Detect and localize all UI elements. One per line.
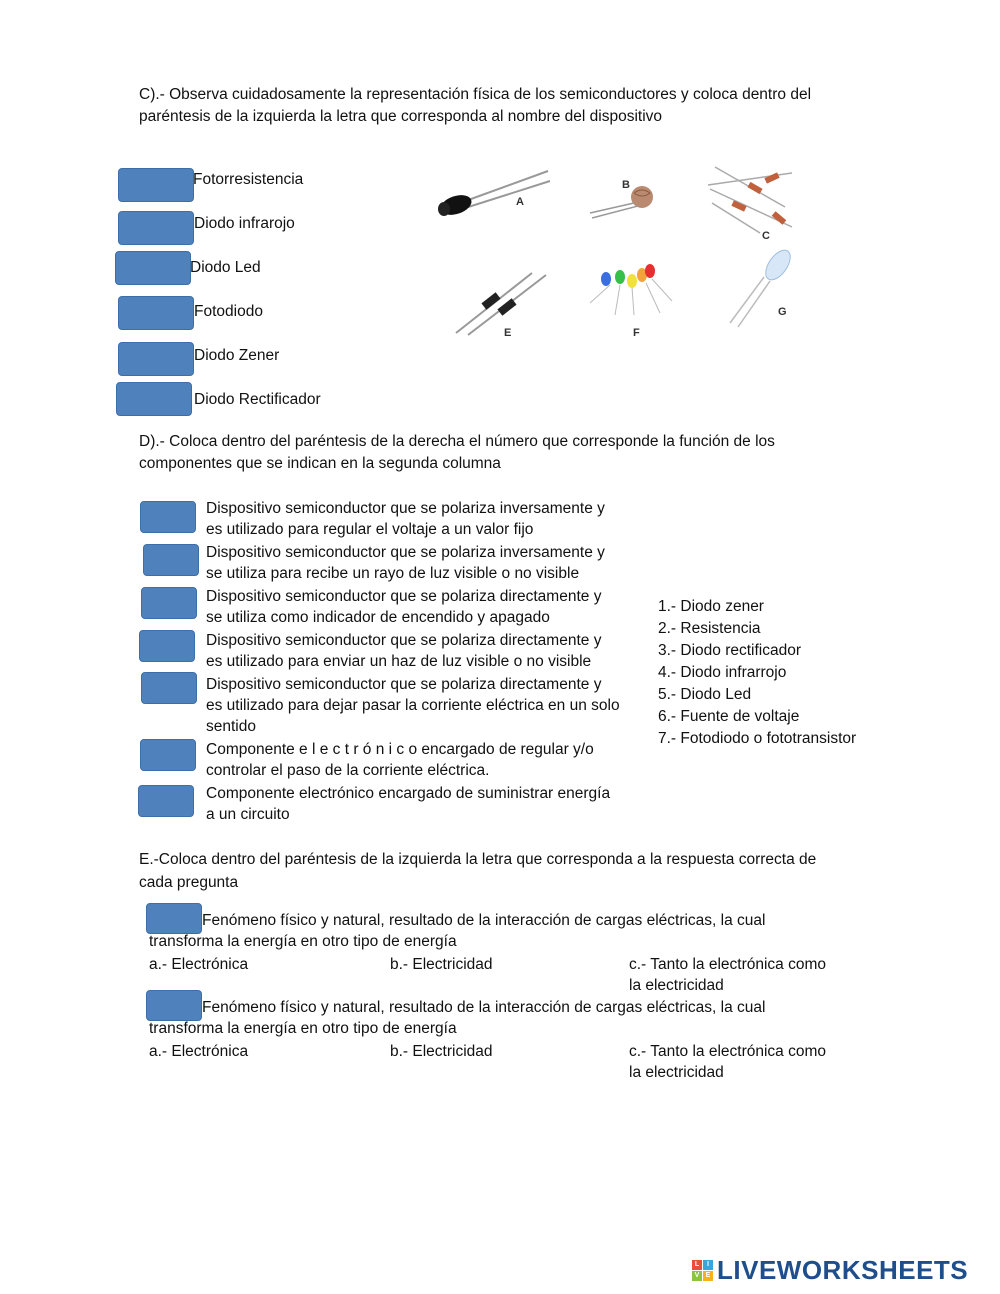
logo-text: LIVEWORKSHEETS <box>717 1255 969 1285</box>
question-2-line2: transforma la energía en otro tipo de energía <box>149 1020 457 1037</box>
description-5-line2: es utilizado para dejar pasar la corriente eléctrica en un solo <box>206 697 620 714</box>
description-3-line1: Dispositivo semiconductor que se polariza directamente y <box>206 588 602 605</box>
section-d-instruction-line2: componentes que se indican en la segunda columna <box>139 455 501 472</box>
answer-box-d1[interactable] <box>140 501 196 533</box>
section-e-instruction-line1: E.-Coloca dentro del paréntesis de la izquierda la letra que corresponda a la respuesta correcta de <box>139 851 817 868</box>
section-d-instruction-line1: D).- Coloca dentro del paréntesis de la derecha el número que corresponde la función de los <box>139 433 775 450</box>
answer-box-c4[interactable] <box>118 296 194 330</box>
answer-box-c6[interactable] <box>116 382 192 416</box>
answer-box-c5[interactable] <box>118 342 194 376</box>
description-7-line1: Componente electrónico encargado de suministrar energía <box>206 785 611 802</box>
question-2-option-a: a.- Electrónica <box>149 1043 249 1060</box>
image-f-color-leds <box>590 264 672 315</box>
answer-box-c3[interactable] <box>115 251 191 285</box>
section-e-instruction-line2: cada pregunta <box>139 874 239 891</box>
image-label-a: A <box>516 196 524 208</box>
option-5: 5.- Diodo Led <box>658 686 752 703</box>
question-1-option-b: b.- Electricidad <box>390 956 493 973</box>
description-6-line1: Componente e l e c t r ó n i c o encargado de regular y/o <box>206 741 594 758</box>
image-label-c: C <box>762 230 770 242</box>
image-label-b: B <box>622 179 630 191</box>
description-1-line1: Dispositivo semiconductor que se polariza inversamente y <box>206 500 605 517</box>
description-4-line2: es utilizado para enviar un haz de luz visible o no visible <box>206 653 592 670</box>
description-2-line2: se utiliza para recibe un rayo de luz visible o no visible <box>206 565 580 582</box>
question-1-option-a: a.- Electrónica <box>149 956 249 973</box>
answer-box-c2[interactable] <box>118 211 194 245</box>
section-c-instruction-line2: paréntesis de la izquierda la letra que corresponda al nombre del dispositivo <box>139 108 663 125</box>
item-diodo-zener: Diodo Zener <box>194 347 280 364</box>
description-4-line1: Dispositivo semiconductor que se polariza directamente y <box>206 632 602 649</box>
option-2: 2.- Resistencia <box>658 620 761 637</box>
question-2-line1: Fenómeno físico y natural, resultado de la interacción de cargas eléctricas, la cual <box>202 999 766 1016</box>
image-label-e: E <box>504 327 512 339</box>
description-5-line1: Dispositivo semiconductor que se polariza directamente y <box>206 676 602 693</box>
answer-box-c1[interactable] <box>118 168 194 202</box>
answer-box-e2[interactable] <box>146 990 202 1021</box>
question-2-option-c-line1: c.- Tanto la electrónica como <box>629 1043 827 1060</box>
liveworksheets-logo[interactable] <box>692 1255 968 1285</box>
item-diodo-infrarojo: Diodo infrarojo <box>194 215 295 232</box>
logo-badge-letter-v: V <box>692 1271 702 1281</box>
question-1-option-c-line1: c.- Tanto la electrónica como <box>629 956 827 973</box>
logo-badge-letter-e: E <box>703 1271 713 1281</box>
image-label-g: G <box>778 306 787 318</box>
logo-badge-letter-i: I <box>703 1260 713 1270</box>
option-3: 3.- Diodo rectificador <box>658 642 802 659</box>
description-3-line2: se utiliza como indicador de encendido y apagado <box>206 609 550 626</box>
image-a-infrared-diode <box>438 171 550 219</box>
item-diodo-led: Diodo Led <box>190 259 261 276</box>
question-1-option-c-line2: la electricidad <box>629 977 724 994</box>
answer-box-e1[interactable] <box>146 903 202 934</box>
question-1-line1: Fenómeno físico y natural, resultado de la interacción de cargas eléctricas, la cual <box>202 912 766 929</box>
image-e-rectifier-diodes <box>456 273 546 335</box>
question-2-option-b: b.- Electricidad <box>390 1043 493 1060</box>
description-1-line2: es utilizado para regular el voltaje a un valor fijo <box>206 521 534 538</box>
answer-box-d3[interactable] <box>141 587 197 619</box>
section-c-instruction-line1: C).- Observa cuidadosamente la representación física de los semiconductores y coloca dentro del <box>139 86 812 103</box>
item-fotorresistencia: Fotorresistencia <box>193 171 304 188</box>
option-1: 1.- Diodo zener <box>658 598 764 615</box>
answer-box-d4[interactable] <box>139 630 195 662</box>
logo-badge-icon <box>692 1260 713 1281</box>
answer-box-d7[interactable] <box>138 785 194 817</box>
description-5-line3: sentido <box>206 718 256 735</box>
item-fotodiodo: Fotodiodo <box>194 303 263 320</box>
description-6-line2: controlar el paso de la corriente eléctrica. <box>206 762 490 779</box>
answer-box-d2[interactable] <box>143 544 199 576</box>
component-images <box>420 155 820 345</box>
answer-box-d6[interactable] <box>140 739 196 771</box>
description-7-line2: a un circuito <box>206 806 290 823</box>
option-6: 6.- Fuente de voltaje <box>658 708 800 725</box>
option-4: 4.- Diodo infrarrojo <box>658 664 787 681</box>
image-label-f: F <box>633 327 640 339</box>
answer-box-d5[interactable] <box>141 672 197 704</box>
logo-badge-letter-l: L <box>692 1260 702 1270</box>
option-7: 7.- Fotodiodo o fototransistor <box>658 730 857 747</box>
item-diodo-rectificador: Diodo Rectificador <box>194 391 321 408</box>
question-1-line2: transforma la energía en otro tipo de energía <box>149 933 457 950</box>
description-2-line1: Dispositivo semiconductor que se polariza inversamente y <box>206 544 605 561</box>
question-2-option-c-line2: la electricidad <box>629 1064 724 1081</box>
image-c-zener-diodes <box>708 167 792 233</box>
